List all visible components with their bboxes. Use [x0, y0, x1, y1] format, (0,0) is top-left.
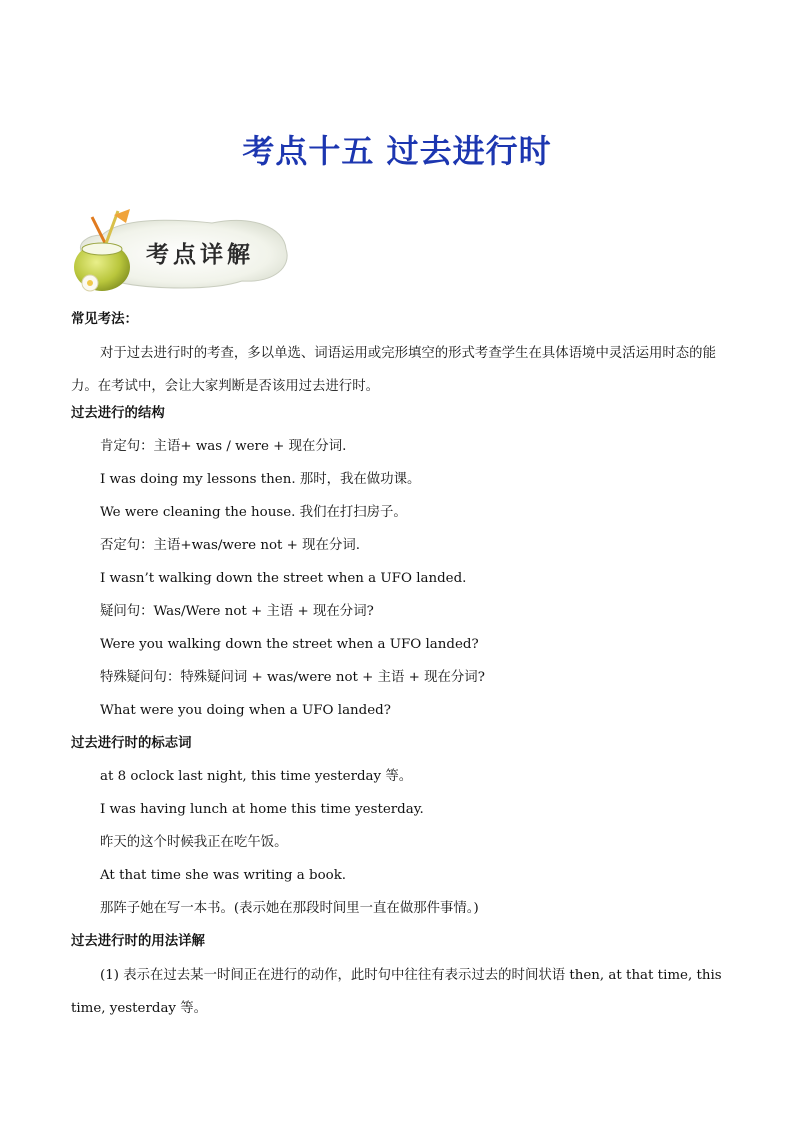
- page-title: 考点十五 过去进行时: [242, 132, 552, 170]
- section-heading-usage: 过去进行时的用法详解: [71, 934, 205, 949]
- structure-line: What were you doing when a UFO landed?: [100, 703, 391, 718]
- marker-line: 那阵子她在写一本书。(表示她在那段时间里一直在做那件事情。): [100, 901, 479, 916]
- marker-line: 昨天的这个时候我正在吃午饭。: [100, 835, 288, 850]
- paragraph-usage: (1) 表示在过去某一时间正在进行的动作，此时句中往往有表示过去的时间状语 then, at that time, this time, yesterday 等。: [71, 968, 722, 1016]
- structure-line: 否定句：主语+was/were not + 现在分词.: [100, 538, 360, 553]
- structure-line: 特殊疑问句：特殊疑问词 + was/were not + 主语 + 现在分词?: [100, 670, 485, 685]
- content-body: [71, 309, 731, 1025]
- structure-line: I was doing my lessons then. 那时，我在做功课。: [100, 472, 421, 487]
- marker-line: at 8 oclock last night, this time yesterday 等。: [100, 769, 413, 784]
- section-heading-common: 常见考法：: [71, 312, 138, 327]
- marker-line: I was having lunch at home this time yesterday.: [100, 802, 424, 817]
- structure-line: We were cleaning the house. 我们在打扫房子。: [100, 505, 407, 520]
- marker-line: At that time she was writing a book.: [100, 868, 347, 883]
- structure-line: 肯定句：主语+ was / were + 现在分词.: [100, 439, 347, 454]
- banner-label: 考点详解: [146, 242, 254, 268]
- section-heading-structure: 过去进行的结构: [71, 406, 165, 421]
- paragraph-common: 对于过去进行时的考查，多以单选、词语运用或完形填空的形式考查学生在具体语境中灵活运用时态的能力。在考试中，会让大家判断是否该用过去进行时。: [71, 346, 716, 394]
- structure-line: Were you walking down the street when a UFO landed?: [100, 637, 479, 652]
- section-heading-markers: 过去进行时的标志词: [71, 736, 192, 751]
- structure-line: I wasn’t walking down the street when a UFO landed.: [100, 571, 467, 586]
- structure-line: 疑问句：Was/Were not + 主语 + 现在分词?: [100, 604, 374, 619]
